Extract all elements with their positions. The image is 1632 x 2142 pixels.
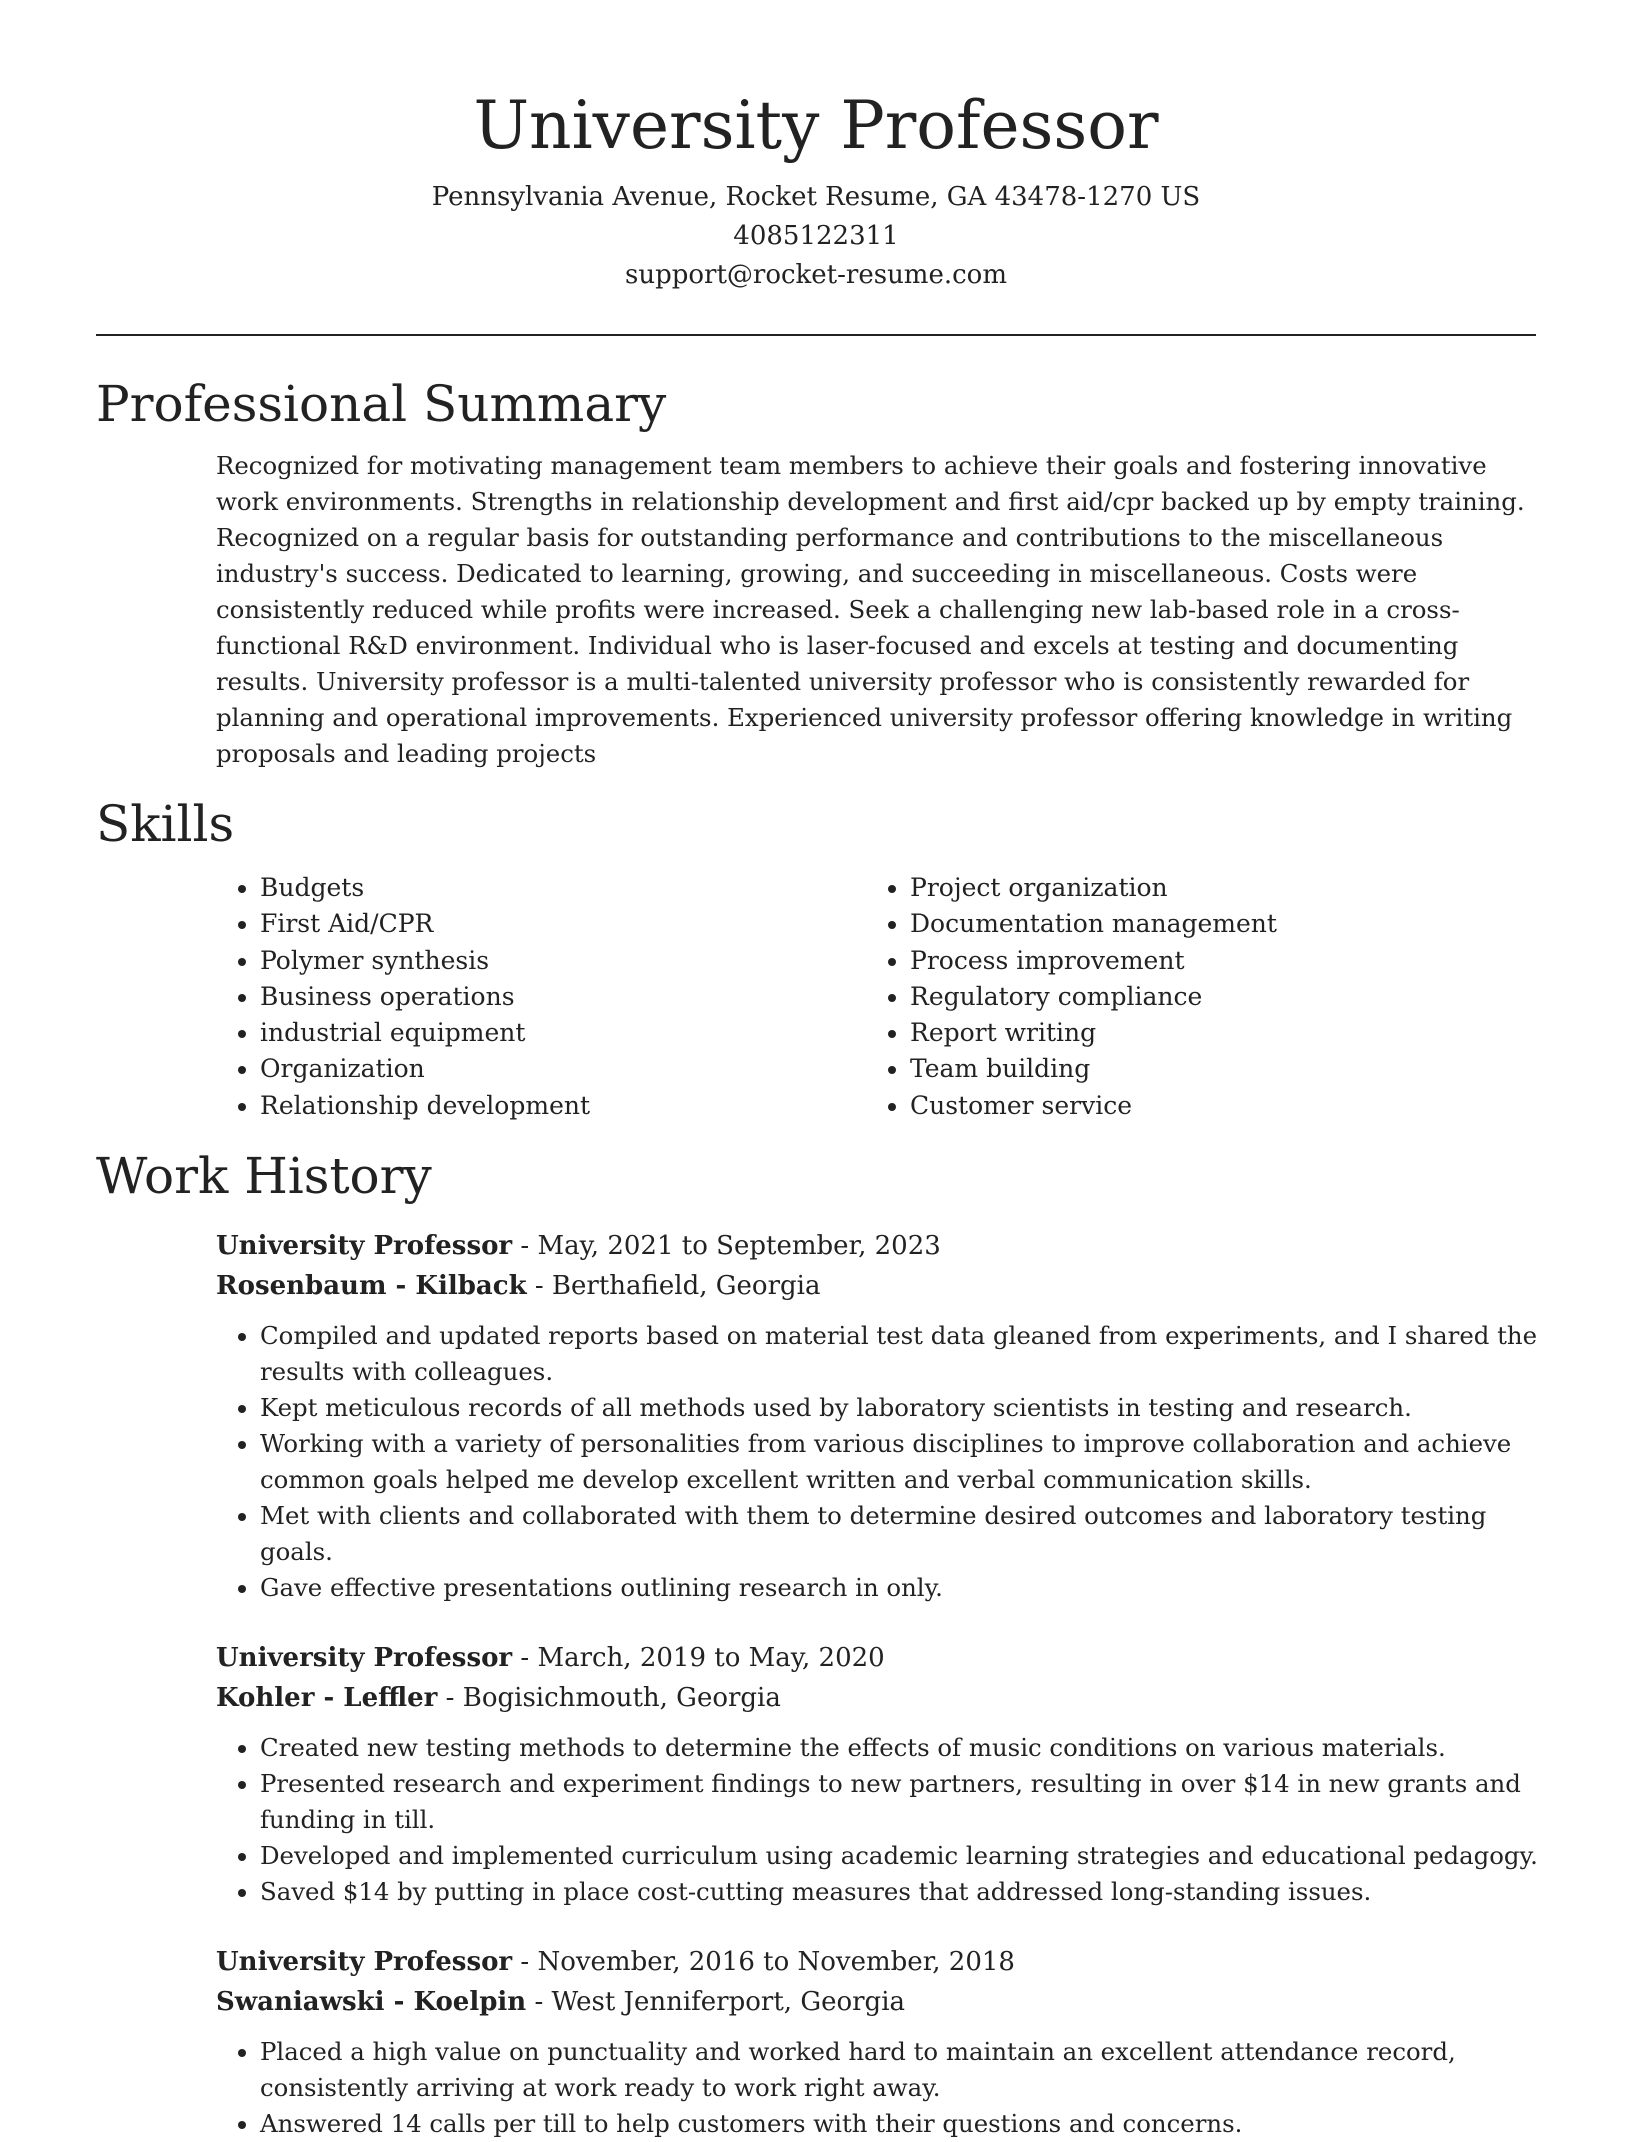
section-title-skills: Skills [96,795,235,853]
job-entry [216,1638,1546,1910]
skill-item: • Relationship development [260,1088,866,1124]
skill-item: • industrial equipment [260,1015,866,1051]
skill-item: • Documentation management [910,906,1516,942]
separator: - [437,1683,463,1714]
job-start-date: March, 2019 [537,1643,707,1674]
contact-address: Pennsylvania Avenue, Rocket Resume, GA 43478-1270 US [431,182,1201,212]
summary-text: Recognized for motivating management team members to achieve their goals and fostering innovative work environments. Strengths in relationship development and first aid/cpr backed up by empty training. Recognized on a regular basis for outstanding performance and contributions to the miscellaneous industry's success. Dedicated to learning, growing, and succeeding in miscellaneous. Costs were consistently reduced while profits were increased. Seek a challenging new lab-based role in a cross-functional R&D environment. Individual who is laser-focused and excels at testing and documenting results. University professor is a multi-talented university professor who is consistently rewarded for planning and operational improvements. Experienced university professor offering knowledge in writing proposals and leading projects [216,451,1525,768]
job-bullet: • Compiled and updated reports based on material test data gleaned from experiments, and I shared the results with colleagues. [260,1318,1546,1390]
job-company: Swaniawski - Koelpin [216,1987,527,2018]
job-title: University Professor [216,1643,513,1674]
skills-list-left [216,870,866,1124]
job-title-line [216,1226,1546,1266]
skill-item: • Project organization [910,870,1516,906]
job-start-date: November, 2016 [537,1947,755,1978]
job-bullet: • Created new testing methods to determine the effects of music conditions on various materials. [260,1730,1546,1766]
job-bullet: • Working with a variety of personalities from various disciplines to improve collaboration and achieve common goals helped me develop excellent written and verbal communication skills. [260,1426,1546,1498]
skills-list-right [866,870,1516,1124]
job-bullet: • Kept meticulous records of all methods used by laboratory scientists in testing and research. [260,1390,1546,1426]
job-location: Bogisichmouth, Georgia [462,1683,781,1714]
section-title-summary: Professional Summary [96,375,667,433]
job-location: West Jenniferport, Georgia [551,1987,906,2018]
skill-item: • Team building [910,1051,1516,1087]
skill-item: • Polymer synthesis [260,943,866,979]
job-title: University Professor [216,1231,513,1262]
job-company: Kohler - Leffler [216,1683,438,1714]
candidate-name: University Professor [473,87,1159,164]
job-bullet: • Answered 14 calls per till to help customers with their questions and concerns. [260,2106,1546,2142]
job-company-line [216,1678,1546,1718]
skills-columns [216,870,1516,1124]
job-bullet: • Presented research and experiment findings to new partners, resulting in over $14 in new grants and funding in till. [260,1766,1546,1838]
job-bullet: • Developed and implemented curriculum using academic learning strategies and educational pedagogy. [260,1838,1546,1874]
professional-summary-section [96,374,1536,772]
skill-item: • Regulatory compliance [910,979,1516,1015]
job-bullet-list [216,1730,1546,1910]
job-location: Berthafield, Georgia [551,1271,821,1302]
separator: - [526,1271,552,1302]
skill-item: • Report writing [910,1015,1516,1051]
separator: - [512,1643,538,1674]
separator: - [512,1231,538,1262]
skill-item: • Customer service [910,1088,1516,1124]
job-start-date: May, 2021 [537,1231,674,1262]
contact-email: support@rocket-resume.com [624,260,1007,290]
job-bullet: • Placed a high value on punctuality and worked hard to maintain an excellent attendance record, consistently arriving at work ready to work right away. [260,2034,1546,2106]
resume-header [96,0,1536,295]
contact-info [96,178,1536,295]
skill-item: • Organization [260,1051,866,1087]
job-company-line [216,1266,1546,1306]
separator: - [512,1947,538,1978]
job-end-date: September, 2023 [716,1231,941,1262]
date-connector: to [673,1231,717,1262]
skills-section [96,794,1536,1124]
job-bullet: • Gave effective presentations outlining research in only. [260,1570,1546,1606]
job-end-date: November, 2018 [797,1947,1015,1978]
skill-item: • First Aid/CPR [260,906,866,942]
job-title: University Professor [216,1947,513,1978]
job-bullet-list [216,2034,1546,2142]
resume-page [96,0,1536,2142]
job-end-date: May, 2020 [748,1643,885,1674]
separator: - [526,1987,552,2018]
job-bullet: • Saved $14 by putting in place cost-cutting measures that addressed long-standing issues. [260,1874,1546,1910]
job-company: Rosenbaum - Kilback [216,1271,527,1302]
skill-item: • Budgets [260,870,866,906]
work-history-section [96,1146,1536,2142]
skill-item: • Business operations [260,979,866,1015]
job-company-line [216,1982,1546,2022]
skill-item: • Process improvement [910,943,1516,979]
job-bullet-list [216,1318,1546,1606]
date-connector: to [754,1947,798,1978]
job-title-line [216,1942,1546,1982]
section-title-work-history: Work History [96,1147,432,1206]
date-connector: to [706,1643,749,1674]
contact-phone: 4085122311 [733,221,899,251]
job-entry [216,1942,1546,2142]
job-entry [216,1226,1546,1606]
header-divider [96,334,1536,336]
job-bullet: • Met with clients and collaborated with them to determine desired outcomes and laboratory testing goals. [260,1498,1546,1570]
job-title-line [216,1638,1546,1678]
